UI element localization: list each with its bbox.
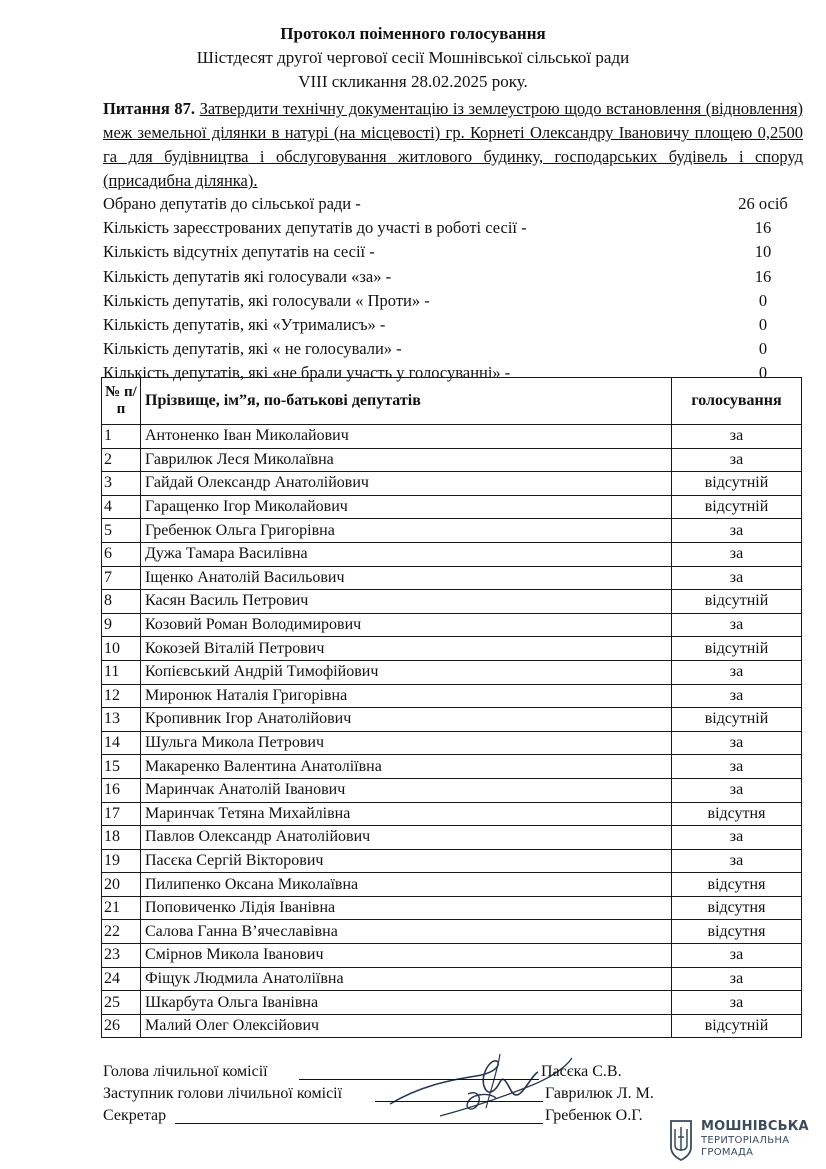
- vote-result: за: [672, 448, 802, 472]
- deputy-name: Шкарбута Ольга Іванівна: [141, 991, 672, 1015]
- stat-row: [103, 192, 803, 216]
- deputy-role: Заступник голови лічильної комісії: [103, 1085, 343, 1102]
- table-row: [102, 991, 802, 1015]
- table-row: [102, 448, 802, 472]
- trident-icon: [668, 1117, 694, 1161]
- table-row: [102, 708, 802, 732]
- vote-result: за: [672, 684, 802, 708]
- agenda-question: [103, 97, 803, 193]
- table-row: [102, 1014, 802, 1038]
- deputy-name: Смірнов Микола Іванович: [141, 944, 672, 968]
- deputy-name: Пасєка Сергій Вікторович: [141, 849, 672, 873]
- table-header-row: [102, 378, 802, 425]
- row-number: 12: [102, 684, 141, 708]
- table-row: [102, 849, 802, 873]
- deputy-name: Маринчак Анатолій Іванович: [141, 778, 672, 802]
- deputy-name: Поповиченко Лідія Іванівна: [141, 896, 672, 920]
- stat-label: Кількість депутатів які голосували «за» -: [103, 266, 392, 286]
- table-row: [102, 967, 802, 991]
- deputy-name: Макаренко Валентина Анатоліївна: [141, 755, 672, 779]
- deputy-name: Дужа Тамара Василівна: [141, 542, 672, 566]
- signature-line: [175, 1123, 543, 1124]
- signature-line: [299, 1079, 539, 1080]
- vote-result: за: [672, 826, 802, 850]
- table-row: [102, 826, 802, 850]
- header-name: Прізвище, ім”я, по-батькові депутатів: [141, 378, 672, 425]
- row-number: 14: [102, 731, 141, 755]
- stat-label: Кількість депутатів, які «не брали участь у голосуванні» -: [103, 363, 511, 383]
- signature-line: [375, 1101, 543, 1102]
- vote-result: за: [672, 542, 802, 566]
- vote-result: за: [672, 755, 802, 779]
- row-number: 11: [102, 660, 141, 684]
- row-number: 9: [102, 613, 141, 637]
- row-number: 21: [102, 896, 141, 920]
- vote-result: відсутній: [672, 637, 802, 661]
- row-number: 17: [102, 802, 141, 826]
- table-row: [102, 755, 802, 779]
- signature-row-head: [103, 1063, 703, 1085]
- deputy-name: Малий Олег Олексійович: [141, 1014, 672, 1038]
- row-number: 24: [102, 967, 141, 991]
- vote-result: за: [672, 778, 802, 802]
- deputy-name: Антоненко Іван Миколайович: [141, 425, 672, 449]
- table-row: [102, 920, 802, 944]
- stat-value: 26 осіб: [738, 194, 788, 213]
- deputy-name: Касян Василь Петрович: [141, 590, 672, 614]
- vote-result: відсутній: [672, 708, 802, 732]
- secretary-name: Гребенюк О.Г.: [545, 1107, 643, 1124]
- stat-row: [103, 240, 803, 264]
- signature-row-secretary: [103, 1107, 703, 1129]
- vote-result: відсутній: [672, 1014, 802, 1038]
- header-number: № п/п: [102, 378, 141, 425]
- signature-block: [103, 1063, 703, 1129]
- vote-result: за: [672, 613, 802, 637]
- logo-line-1: МОШНІВСЬКА: [701, 1119, 809, 1134]
- table-row: [102, 944, 802, 968]
- document-subtitle-session: Шістдесят другої чергової сесії Мошнівської сільської ради: [196, 48, 630, 67]
- vote-result: за: [672, 660, 802, 684]
- document-title: Протокол поіменного голосування: [280, 24, 546, 43]
- table-row: [102, 731, 802, 755]
- deputy-name: Копієвський Андрій Тимофійович: [141, 660, 672, 684]
- deputy-name: Пилипенко Оксана Миколаївна: [141, 873, 672, 897]
- vote-result: за: [672, 731, 802, 755]
- row-number: 20: [102, 873, 141, 897]
- stat-value: 0: [758, 339, 768, 359]
- vote-result: відсутній: [672, 472, 802, 496]
- vote-result: за: [672, 566, 802, 590]
- table-row: [102, 425, 802, 449]
- table-row: [102, 778, 802, 802]
- row-number: 3: [102, 472, 141, 496]
- row-number: 15: [102, 755, 141, 779]
- stat-value: 0: [758, 314, 768, 334]
- deputy-name: Гаращенко Ігор Миколайович: [141, 495, 672, 519]
- vote-statistics: [103, 192, 803, 386]
- row-number: 5: [102, 519, 141, 543]
- vote-result: відсутня: [672, 920, 802, 944]
- row-number: 6: [102, 542, 141, 566]
- table-row: [102, 896, 802, 920]
- deputy-name: Кокозей Віталій Петрович: [141, 637, 672, 661]
- stat-value: 0: [758, 363, 768, 383]
- stat-row: [103, 337, 803, 361]
- row-number: 2: [102, 448, 141, 472]
- vote-result: відсутня: [672, 896, 802, 920]
- deputy-name: Шульга Микола Петрович: [141, 731, 672, 755]
- table-row: [102, 566, 802, 590]
- stat-label: Кількість депутатів, які « не голосували» -: [103, 339, 402, 359]
- row-number: 10: [102, 637, 141, 661]
- row-number: 26: [102, 1014, 141, 1038]
- header-vote: голосування: [672, 378, 802, 425]
- vote-result: за: [672, 991, 802, 1015]
- table-row: [102, 873, 802, 897]
- deputy-name: Миронюк Наталія Григорівна: [141, 684, 672, 708]
- deputy-name: Гребенюк Ольга Григорівна: [141, 519, 672, 543]
- row-number: 22: [102, 920, 141, 944]
- table-row: [102, 519, 802, 543]
- row-number: 1: [102, 425, 141, 449]
- table-row: [102, 802, 802, 826]
- vote-result: відсутня: [672, 873, 802, 897]
- stat-label: Кількість депутатів, які «Утрималисъ» -: [103, 314, 386, 334]
- head-name: Пасєка С.В.: [541, 1063, 622, 1080]
- signature-row-deputy: [103, 1085, 703, 1107]
- deputy-name: Іщенко Анатолій Васильович: [141, 566, 672, 590]
- vote-result: відсутня: [672, 802, 802, 826]
- stat-value: 10: [754, 242, 772, 262]
- row-number: 23: [102, 944, 141, 968]
- table-row: [102, 542, 802, 566]
- vote-result: за: [672, 967, 802, 991]
- table-row: [102, 660, 802, 684]
- deputy-name: Салова Ганна В’ячеславівна: [141, 920, 672, 944]
- row-number: 16: [102, 778, 141, 802]
- deputy-name: Кропивник Ігор Анатолійович: [141, 708, 672, 732]
- row-number: 25: [102, 991, 141, 1015]
- question-text: Затвердити технічну документацію із землеустрою щодо встановлення (відновлення) меж земельної ділянки в натурі (на місцевості) гр. Корнеті Олександру Івановичу площею 0,2500 га для будівництва і обслуговування житлового будинку, господарських будівель і споруд (присадибна ділянка).: [103, 99, 804, 190]
- stat-row: [103, 313, 803, 337]
- stat-label: Обрано депутатів до сільської ради -: [103, 194, 361, 213]
- table-row: [102, 495, 802, 519]
- vote-result: відсутній: [672, 495, 802, 519]
- community-logo: [668, 1115, 818, 1165]
- stat-row: [103, 265, 803, 289]
- vote-result: за: [672, 425, 802, 449]
- deputy-name: Гаврилюк Л. М.: [545, 1085, 654, 1102]
- logo-line-2: ТЕРИТОРІАЛЬНА: [701, 1135, 790, 1146]
- stat-value: 0: [758, 290, 768, 310]
- deputy-name: Маринчак Тетяна Михайлівна: [141, 802, 672, 826]
- head-role: Голова лічильної комісії: [103, 1063, 268, 1080]
- question-label: Питання 87.: [103, 99, 196, 118]
- stat-row: [103, 289, 803, 313]
- deputy-name: Гайдай Олександр Анатолійович: [141, 472, 672, 496]
- table-row: [102, 472, 802, 496]
- table-row: [102, 590, 802, 614]
- stat-value: 16: [754, 218, 772, 238]
- secretary-role: Секретар: [103, 1107, 167, 1124]
- stat-label: Кількість відсутніх депутатів на сесії -: [103, 242, 375, 262]
- vote-result: за: [672, 519, 802, 543]
- vote-result: відсутній: [672, 590, 802, 614]
- table-row: [102, 684, 802, 708]
- row-number: 19: [102, 849, 141, 873]
- deputy-name: Козовий Роман Володимирович: [141, 613, 672, 637]
- row-number: 13: [102, 708, 141, 732]
- deputy-name: Павлов Олександр Анатолійович: [141, 826, 672, 850]
- stat-label: Кількість депутатів, які голосували « Проти» -: [103, 290, 430, 310]
- row-number: 7: [102, 566, 141, 590]
- table-row: [102, 613, 802, 637]
- vote-result: за: [672, 849, 802, 873]
- row-number: 8: [102, 590, 141, 614]
- roll-call-table: [101, 377, 802, 1038]
- logo-line-3: ГРОМАДА: [701, 1147, 754, 1158]
- stat-value: 16: [754, 266, 772, 286]
- vote-result: за: [672, 944, 802, 968]
- row-number: 18: [102, 826, 141, 850]
- deputy-name: Гаврилюк Леся Миколаївна: [141, 448, 672, 472]
- stat-label: Кількість зареєстрованих депутатів до участі в роботі сесії -: [103, 218, 527, 238]
- row-number: 4: [102, 495, 141, 519]
- deputy-name: Фіщук Людмила Анатоліївна: [141, 967, 672, 991]
- stat-row: [103, 216, 803, 240]
- document-subtitle-convocation: VIII скликання 28.02.2025 року.: [298, 72, 528, 91]
- table-row: [102, 637, 802, 661]
